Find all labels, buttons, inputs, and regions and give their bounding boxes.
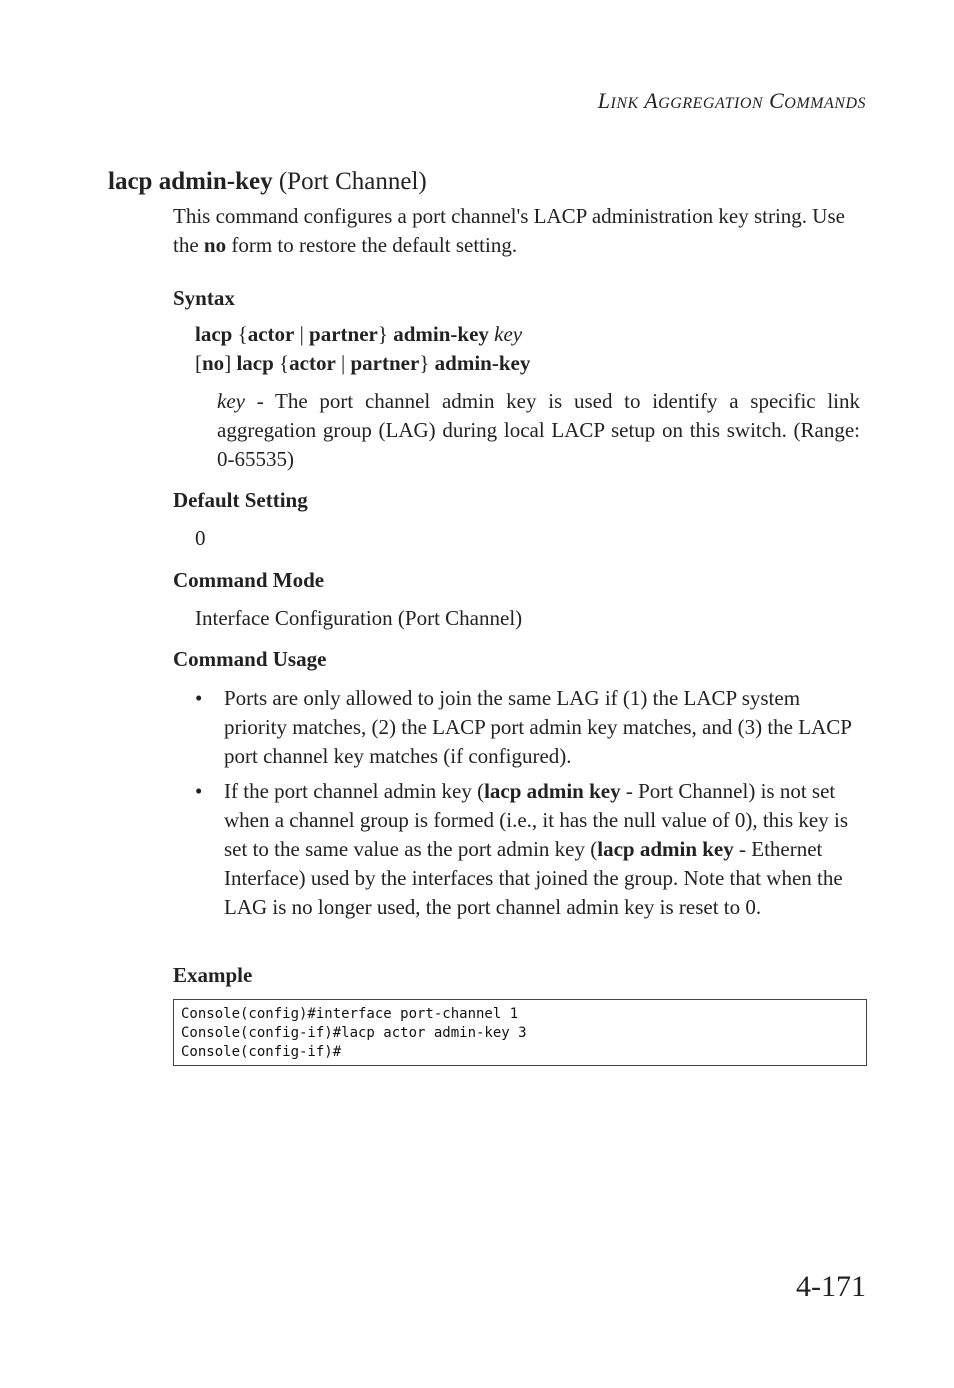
syntax-line-2 — [195, 351, 530, 376]
syntax-heading: Syntax — [173, 286, 235, 310]
syntax-token: [ — [195, 351, 202, 375]
bullet-icon: • — [195, 779, 203, 803]
list-item-keyword: lacp admin key — [597, 837, 734, 861]
running-header-cap: L — [597, 88, 611, 113]
syntax-token: | — [294, 322, 310, 346]
parameter-text: - The port channel admin key is used to identify a specific link aggregation group (LAG) during local LACP setup on this switch. (Range: 0-65535) — [217, 389, 860, 471]
running-header-small: OMMANDS — [784, 95, 866, 112]
list-item-text: If the port channel admin key ( — [224, 779, 485, 803]
default-setting-heading: Default Setting — [173, 488, 308, 512]
syntax-token: { — [237, 322, 248, 346]
list-item-text: - Port Channel) is not set when a channel group is formed (i.e., it has the null value of 0), this key is set to the same value as the port admin key ( — [224, 779, 849, 861]
command-title — [108, 168, 427, 196]
list-item — [195, 684, 865, 771]
default-setting-value: 0 — [195, 526, 206, 550]
list-item-keyword: lacp admin key — [484, 779, 621, 803]
running-header-small: INK — [610, 95, 639, 112]
running-header — [598, 88, 866, 114]
description-keyword: no — [203, 233, 227, 257]
syntax-token: partner — [309, 322, 378, 346]
description-text: form to restore the default setting. — [226, 233, 518, 257]
running-header-small: GGREGATION — [658, 95, 764, 112]
running-header-cap: C — [769, 88, 785, 113]
syntax-line-1 — [195, 322, 522, 347]
list-item-text: - Ethernet Interface) used by the interfaces that joined the group. Note that when the LAG is no longer used, the port channel admin key is reset to 0. — [224, 837, 843, 919]
command-mode-value: Interface Configuration (Port Channel) — [195, 606, 523, 630]
syntax-token: no — [202, 351, 225, 375]
syntax-param: key — [494, 322, 523, 346]
syntax-token: } — [377, 322, 388, 346]
running-header-cap: A — [644, 88, 659, 113]
parameter-description — [217, 387, 860, 474]
page-number: 4-171 — [796, 1270, 866, 1303]
syntax-token: lacp — [231, 351, 280, 375]
syntax-token: partner — [350, 351, 420, 375]
syntax-token: admin-key — [429, 351, 531, 375]
command-mode-heading: Command Mode — [173, 568, 325, 592]
list-item-text: Ports are only allowed to join the same LAG if (1) the LACP system priority matches, (2) the LACP port admin key matches, and (3) the LACP port channel key matches (if configured). — [224, 686, 852, 768]
syntax-token: lacp — [195, 322, 238, 346]
description-text: This command configures a port channel's LACP administration key string. Use the — [173, 204, 845, 257]
list-item — [195, 777, 865, 922]
command-description — [173, 202, 863, 260]
command-name: lacp admin-key — [108, 168, 273, 195]
syntax-token: { — [279, 351, 290, 375]
syntax-token: admin-key — [387, 322, 495, 346]
parameter-name: key — [217, 389, 245, 413]
bullet-icon: • — [195, 686, 203, 710]
syntax-token: actor — [289, 351, 336, 375]
syntax-token: ] — [224, 351, 232, 375]
command-qualifier: (Port Channel) — [278, 168, 427, 195]
example-heading: Example — [173, 963, 253, 987]
syntax-token: } — [419, 351, 430, 375]
syntax-token: | — [335, 351, 351, 375]
syntax-token: actor — [247, 322, 295, 346]
command-usage-list — [195, 684, 865, 928]
example-code-block: Console(config)#interface port-channel 1 Console(config-if)#lacp actor admin-key 3 Console(config-if)# — [173, 999, 867, 1066]
command-usage-heading: Command Usage — [173, 647, 327, 671]
